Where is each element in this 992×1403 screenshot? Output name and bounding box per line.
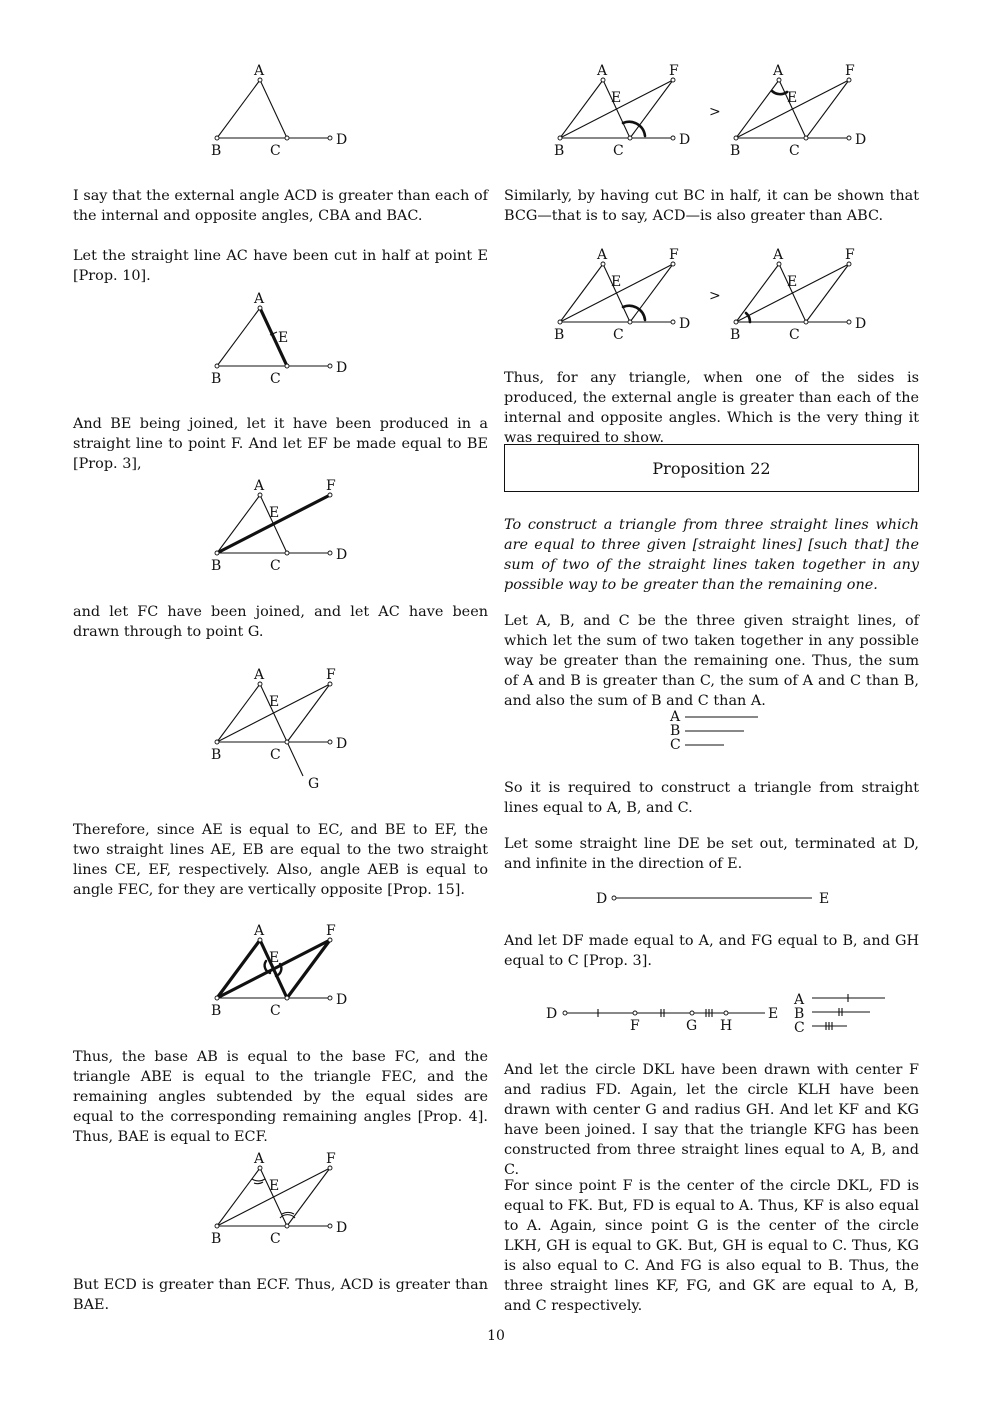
label-f: F: [326, 1151, 336, 1167]
label-f: F: [326, 667, 336, 683]
label-a: A: [254, 923, 265, 939]
label-f: F: [845, 63, 855, 79]
label-e: E: [787, 90, 798, 106]
figure-vertical-angles: [200, 920, 370, 1020]
label-e: E: [787, 274, 798, 290]
label-e: E: [768, 1006, 779, 1022]
label-b: B: [211, 558, 222, 574]
figure-ac-bisected: [200, 288, 370, 388]
label-b: B: [211, 747, 222, 763]
proposition-heading-box: [504, 444, 919, 492]
label-b: B: [554, 143, 565, 159]
label-a: A: [597, 247, 608, 263]
label-a: A: [773, 247, 784, 263]
label-d: D: [596, 891, 608, 907]
figure-angle-comparison-1: [545, 58, 885, 168]
label-c: C: [794, 1020, 805, 1036]
greater-than-sign: >: [709, 104, 721, 120]
parallelogram-left: [554, 63, 690, 159]
label-e: E: [611, 90, 622, 106]
label-b: B: [670, 723, 681, 739]
label-g: G: [308, 776, 320, 792]
greater-than-sign: >: [709, 288, 721, 304]
label-d: D: [336, 992, 348, 1008]
label-f: F: [326, 478, 336, 494]
figure-line-de: [590, 886, 840, 910]
parallelogram-right: [730, 63, 866, 159]
page-number: 10: [487, 1328, 505, 1344]
label-d: D: [336, 1220, 348, 1236]
label-c: C: [789, 143, 800, 159]
label-b: B: [211, 371, 222, 387]
label-b: B: [794, 1006, 805, 1022]
label-e: E: [278, 330, 289, 346]
label-c: C: [270, 371, 281, 387]
label-c: C: [613, 327, 624, 343]
label-a: A: [254, 1151, 265, 1167]
label-b: B: [211, 143, 222, 159]
label-e: E: [269, 505, 280, 521]
figure-triangle-abc: [200, 60, 370, 160]
right-paragraph-6: Let some straight line DE be set out, terminated at D, and infinite in the direction of E.: [504, 836, 919, 872]
label-b: B: [730, 143, 741, 159]
label-d: D: [855, 316, 867, 332]
label-e: E: [819, 891, 830, 907]
label-b: B: [730, 327, 741, 343]
label-d: D: [336, 360, 348, 376]
label-d: D: [679, 132, 691, 148]
right-paragraph-1: Similarly, by having cut BC in half, it can be shown that BCG—that is to say, ACD—is also greater than ABC.: [504, 188, 919, 224]
left-paragraph-5: Therefore, since AE is equal to EC, and BE to EF, the two straight lines AE, EB are equal to the two straight lines CE, EF, respectively. Also, angle AEB is equal to angle FEC, for they are vertically opposite [Prop. 15].: [73, 822, 488, 898]
figure-ac-produced-to-g: [200, 664, 370, 794]
label-a: A: [597, 63, 608, 79]
proposition-title: Proposition 22: [652, 458, 771, 478]
left-paragraph-7: But ECD is greater than ECF. Thus, ACD is greater than BAE.: [73, 1277, 488, 1313]
label-g: G: [686, 1018, 698, 1034]
right-paragraph-4: Let A, B, and C be the three given straight lines, of which let the sum of two taken together in any possible way be greater than the remaining one. Thus, the sum of A and B is greater than C, the sum of A and C than B, and also the sum of B and C than A.: [504, 613, 919, 709]
label-d: D: [855, 132, 867, 148]
right-paragraph-2: Thus, for any triangle, when one of the sides is produced, the external angle is greater than each of the internal and opposite angles. Which is the very thing it was required to show.: [504, 370, 919, 446]
label-f: F: [326, 923, 336, 939]
label-c: C: [613, 143, 624, 159]
proposition-statement: To construct a triangle from three straight lines which are equal to three given [straight lines] [such that] the sum of two of the straight lines taken together in any possible way to be greater than the remaining one.: [504, 517, 919, 593]
label-a: A: [254, 667, 265, 683]
label-e: E: [269, 950, 280, 966]
label-d: D: [336, 132, 348, 148]
figure-angle-comparison-2: [545, 242, 885, 352]
left-paragraph-2: Let the straight line AC have been cut in half at point E [Prop. 10].: [73, 248, 488, 284]
label-b: B: [211, 1231, 222, 1247]
label-f: F: [630, 1018, 640, 1034]
figure-dfgh-construction: [540, 988, 890, 1038]
figure-be-produced-to-f: [200, 475, 370, 575]
label-d: D: [546, 1006, 558, 1022]
left-paragraph-4: and let FC have been joined, and let AC have been drawn through to point G.: [73, 604, 488, 640]
label-d: D: [336, 736, 348, 752]
label-f: F: [669, 63, 679, 79]
label-c: C: [270, 558, 281, 574]
left-paragraph-3: And BE being joined, let it have been produced in a straight line to point F. And let EF be made equal to BE [Prop. 3],: [73, 416, 488, 472]
parallelogram-right: [730, 247, 866, 343]
label-c: C: [270, 1231, 281, 1247]
label-c: C: [270, 747, 281, 763]
right-paragraph-5: So it is required to construct a triangle from straight lines equal to A, B, and C.: [504, 780, 919, 816]
figure-equal-angles: [200, 1148, 370, 1248]
label-b: B: [554, 327, 565, 343]
label-a: A: [794, 992, 805, 1008]
label-d: D: [679, 316, 691, 332]
label-c: C: [270, 1003, 281, 1019]
label-c: C: [670, 737, 681, 753]
right-paragraph-7: And let DF made equal to A, and FG equal to B, and GH equal to C [Prop. 3].: [504, 933, 919, 969]
label-e: E: [611, 274, 622, 290]
label-c: C: [789, 327, 800, 343]
label-a: A: [254, 63, 265, 79]
left-paragraph-6: Thus, the base AB is equal to the base FC, and the triangle ABE is equal to the triangle FEC, and the remaining angles subtended by the equal sides are equal to the corresponding remaining angles [Prop. 4]. Thus, BAE is equal to ECF.: [73, 1049, 488, 1145]
label-a: A: [670, 709, 681, 725]
parallelogram-left: [554, 247, 690, 343]
label-c: C: [270, 143, 281, 159]
right-paragraph-9: For since point F is the center of the circle DKL, FD is equal to FK. But, FD is equal to A. Thus, KF is also equal to A. Again, since point G is the center of the circle LKH, GH is equal to GK. But, GH is equal to C. Thus, KG is also equal to C. And FG is also equal to B. Thus, the three straight lines KF, FG, and GK are equal to A, B, and C respectively.: [504, 1178, 919, 1314]
given-lines-reference: [793, 992, 885, 1036]
label-e: E: [269, 1178, 280, 1194]
right-paragraph-8: And let the circle DKL have been drawn with center F and radius FD. Again, let the circle KLH have been drawn with center G and radius GH. And let KF and KG have been joined. I say that the triangle KFG has been constructed from three straight lines equal to A, B, and C.: [504, 1062, 919, 1178]
label-a: A: [254, 291, 265, 307]
label-f: F: [845, 247, 855, 263]
left-paragraph-1: I say that the external angle ACD is greater than each of the internal and opposite angles, CBA and BAC.: [73, 188, 488, 224]
label-b: B: [211, 1003, 222, 1019]
label-h: H: [720, 1018, 733, 1034]
figure-three-given-lines: [665, 708, 775, 754]
label-d: D: [336, 547, 348, 563]
label-a: A: [254, 478, 265, 494]
label-e: E: [269, 694, 280, 710]
label-f: F: [669, 247, 679, 263]
label-a: A: [773, 63, 784, 79]
triangle-lines: [217, 80, 330, 138]
